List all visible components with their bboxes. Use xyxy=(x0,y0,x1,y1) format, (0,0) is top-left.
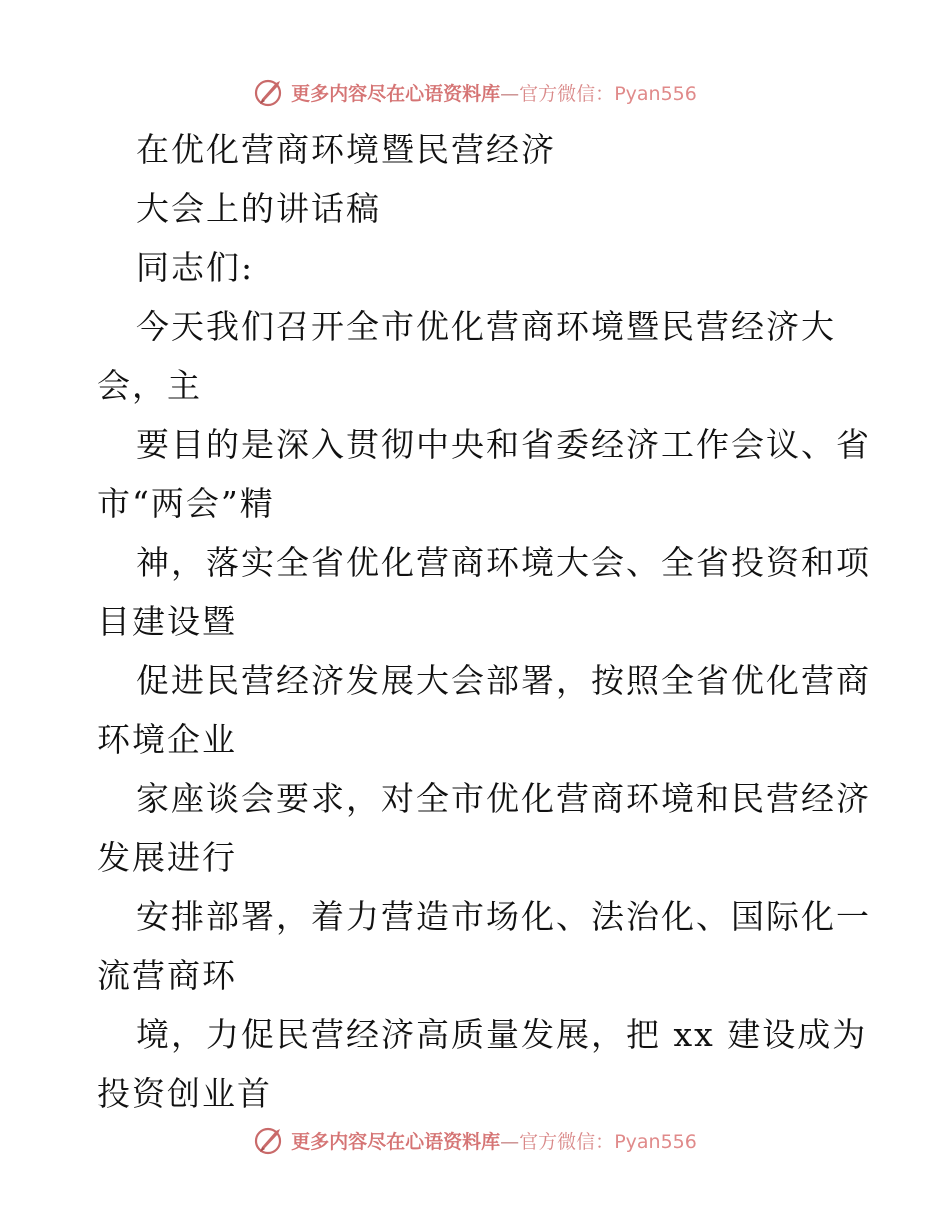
watermark-sub-text: 官方微信： xyxy=(519,82,615,105)
watermark-wechat-id: Pyan556 xyxy=(614,82,697,105)
document-title-line-2: 大会上的讲话稿 xyxy=(136,189,381,228)
paragraph-line: 家座谈会要求，对全市优化营商环境和民营经济 xyxy=(136,779,871,818)
quill-pen-circle-icon xyxy=(253,75,287,109)
quill-pen-circle-icon xyxy=(253,1123,287,1157)
watermark-text xyxy=(291,1127,697,1154)
paragraph-line: 环境企业 xyxy=(97,720,237,759)
watermark-sub-text: 官方微信： xyxy=(519,1130,615,1153)
footer-watermark xyxy=(0,1120,950,1160)
paragraph-line: 市“两会”精 xyxy=(97,484,275,523)
watermark-wechat-id: Pyan556 xyxy=(614,1130,697,1153)
paragraph-line: 安排部署，着力营造市场化、法治化、国际化一 xyxy=(136,897,871,936)
paragraph-line: 神，落实全省优化营商环境大会、全省投资和项 xyxy=(136,543,871,582)
paragraph-line: 流营商环 xyxy=(97,956,237,995)
watermark-dash: — xyxy=(500,82,520,105)
paragraph-line: 境，力促民营经济高质量发展，把 xx 建设成为 xyxy=(136,1015,868,1054)
paragraph-line: 发展进行 xyxy=(97,838,237,877)
watermark-text xyxy=(291,79,697,106)
watermark-main-text: 更多内容尽在心语资料库 xyxy=(291,82,501,105)
paragraph-line: 今天我们召开全市优化营商环境暨民营经济大 xyxy=(136,307,836,346)
watermark-dash: — xyxy=(500,1130,520,1153)
salutation: 同志们: xyxy=(136,248,255,287)
watermark-main-text: 更多内容尽在心语资料库 xyxy=(291,1130,501,1153)
paragraph-line: 要目的是深入贯彻中央和省委经济工作会议、省 xyxy=(136,425,871,464)
paragraph-line: 投资创业首 xyxy=(97,1074,272,1113)
header-watermark xyxy=(0,72,950,112)
document-title-line-1: 在优化营商环境暨民营经济 xyxy=(136,130,556,169)
document-body xyxy=(97,120,871,1123)
paragraph-line: 目建设暨 xyxy=(97,602,237,641)
paragraph-line: 会，主 xyxy=(97,366,202,405)
paragraph-line: 促进民营经济发展大会部署，按照全省优化营商 xyxy=(136,661,871,700)
